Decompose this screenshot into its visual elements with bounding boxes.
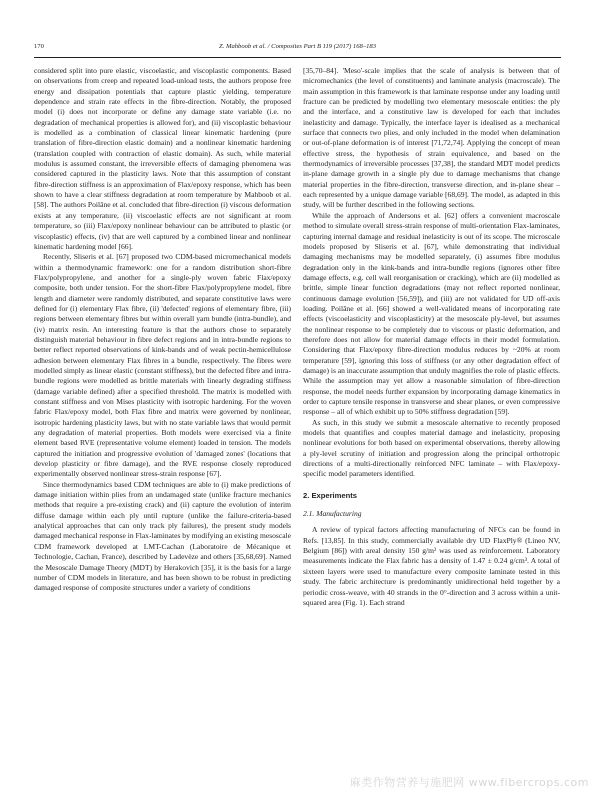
section-heading: 2. Experiments (303, 490, 358, 500)
watermark: 麻类作物营养与施肥网 www.fibercrops.com (349, 776, 589, 789)
page-number: 170 (34, 43, 44, 50)
page-header (34, 40, 561, 54)
paragraph: A review of typical factors affecting manufacturing of NFCs can be found in Refs. [13,85]. In this study, commercially available dry UD FlaxPly® (Lineo NV, Belgium [86]) with areal density 150 g/m² was used as reinforcement. Laboratory measurements indicate the Flax fabric has a density of 1.47 ± 0.24 g/cm³. A total of sixteen layers were used to manufacture every composite laminate tested in this study. The fabric architecture is predominantly unidirectional held together by a periodic cross-weave, with 40 strands in the 0°-direction and 3 across within a unit-squared area (Fig. 1). Each strand (303, 525, 560, 607)
paragraph: Since thermodynamics based CDM techniques are able to (i) make predictions of damage initiation within plies from an undamaged state (unlike fracture mechanics methods that require a pre-existing crack) and (ii) capture the evolution of interim diffuse damage within each ply until rupture (unlike the failure-criteria-based analytical approaches that can only track ply failures), the present study models damaged mechanical response in Flax-laminates by modifying an existing mesoscale CDM framework developed at LMT-Cachan (Laboratoire de Mécanique et Technologie, Cachan, France), described by Ladevèze and others [35,68,69]. Named the Mesoscale Damage Theory (MDT) by Herakovich [35], it is the basis for a large number of CDM models in literature, and has been shown to be robust in predicting damaged response of composite structures under a variety of conditions (34, 479, 291, 593)
left-column (34, 66, 291, 594)
subsection-heading: 2.1. Manufacturing (303, 509, 362, 519)
paragraph: As such, in this study we submit a mesoscale alternative to recently proposed models that quantifies and couples material damage and inelasticity, proposing nonlinear evolutions for both based on experimental observations, thereby allowing a ply-level scrutiny of initiation and progression along the principal orthotropic directions of a multi-directionally reinforced NFC laminate – with Flax/epoxy-specific model parameters identified. (303, 417, 560, 479)
paragraph: [35,70–84]. 'Meso'-scale implies that the scale of analysis is between that of micromechanics (the level of constituents) and laminate analysis (macroscale). The main assumption in this framework is that laminate response under any loading until fracture can be predicted by modelling two elementary mesoscale entities: the ply and the interface, and a constitutive law is developed for each that includes inelasticity and damage. Typically, the interface layer is idealised as a mechanical surface that connects two plies, and only included in the model when delamination or out-of-plane deformation is of interest [71,72,74]. Applying the concept of mean effective stress, the hypothesis of strain equivalence, and based on the thermodynamics of irreversible processes [37,38], the standard MDT model predicts in-plane damage growth in a single ply due to damage mechanisms that change material properties in the fibre-direction, transverse direction, and in-plane shear – each represented by a unique damage variable [68,69]. The model, as adapted in this study, will be further described in the following sections. (303, 66, 560, 210)
header-rule (34, 57, 561, 58)
paragraph: While the approach of Andersons et al. [62] offers a convenient macroscale method to simulate overall stress-strain response of multi-orientation Flax-laminates, capturing internal damage and residual inelasticity is out of its scope. The microscale models proposed by Sliseris et al. [67], while demonstrating that individual damaging mechanisms may be modelled separately, (i) assumes fibre modulus degradation only in the kink-bands and intra-bundle regions (ignores other fibre damage effects, e.g. cell wall reorganisation or cracking), which are (ii) modelled as brittle, simple linear function degradations (may not reflect reported nonlinear, continuous damage evolution [56,59]), and (iii) are not validated for UD off-axis loading. Poilâne et al. [66] showed a well-validated means of incorporating rate effects (viscoelasticity and viscoplasticity) at the mesoscale ply-level, but assumes the nonlinear response to be completely due to viscous or plastic deformation, and therefore does not allow for material damage effects in their model formulation. Considering that Flax/epoxy fibre-direction modulus reduces by ~20% at room temperature [59], ignoring this loss of stiffness (or any other degradation effect of damage) is an inaccurate assumption that unduly magnifies the role of plastic effects. While the assumption may yet allow a reasonable simulation of fibre-direction response, the model needs further expansion by incorporating damage kinematics in order to capture tensile response in transverse and shear planes, or even compressive response – all of which exhibit up to 50% stiffness degradation [59]. (303, 210, 561, 417)
paragraph: Recently, Sliseris et al. [67] proposed two CDM-based micromechanical models within a thermodynamic framework: one for a random distribution short-fibre Flax/polypropylene, and another for a single-ply woven fabric Flax/epoxy composite, both under tension. For the short-fibre Flax/polypropylene model, fibre length and diameter were randomly distributed, and separate constitutive laws were defined for (i) elementary Flax fibre, (ii) 'defected' regions of elementary fibre, (iii) regions between elementary fibres but within overall yarn bundle (intra-bundle), and (iv) matrix resin. An interesting feature is that the authors chose to separately distinguish material behaviour in fibre defect regions and in intra-bundle regions to better reflect reported observations of kink-bands and of weak pectin-hemicellulose adhesion between elementary Flax fibres in a bundle, respectively. The fibres were modelled simply as linear elastic (constant stiffness), but the defected fibre and intra-bundle regions were modelled as brittle materials with linearly degrading stiffness (damage variable defined) after a specified threshold. The matrix is modelled with constant stiffness and von Mises plasticity with isotropic hardening. For the woven fabric Flax/epoxy model, both Flax fibre and matrix were governed by nonlinear, isotropic hardening plasticity laws, but with no state variable laws that would permit any degradation of material properties. Both models were exercised via a finite element based RVE (representative volume element) loaded in tension. The models captured the initiation and progressive evolution of 'damaged zones' (locations that develop plasticity or fibre damage), and the RVE response closely reproduced experimentally observed nonlinear stress-strain response [67]. (34, 252, 291, 479)
running-title: Z. Mahboob et al. / Composites Part B 119 (2017) 168–183 (218, 43, 377, 50)
right-column (303, 66, 560, 608)
paragraph: considered split into pure elastic, viscoelastic, and viscoplastic components. Based on observations from creep and repeated load-unload tests, the authors propose free energy and dissipation potentials that capture plastic yielding, temperature dependence and strain rate effects in the fibre-direction. Notably, the proposed model (i) does not incorporate or define any damage state variable (i.e. no degradation of mechanical properties is allowed for), and (ii) viscoplastic behaviour is modelled as a combination of classical linear kinematic hardening (pure translation of fibre-direction elastic domain) and a nonlinear kinematic hardening (translation coupled with contraction of elastic domain). As such, while material modulus is assumed constant, the irreversible effects of damaging phenomena was considered captured in the plasticity laws. Note that this assumption of constant fibre-direction stiffness is an approximation of Flax/epoxy response, which has been shown to have a clear stiffness degradation at room temperature by Mahboob et al. [58]. The authors Poilâne et al. concluded that fibre-direction (i) viscous deformation exists at any temperature, (ii) viscoelastic effects are not significant at room temperature, so (iii) Flax/epoxy nonlinear behaviour can be attributed to plastic (or viscoplastic) effects, (iv) that are well captured by a combined linear and nonlinear kinematic hardening model [66]. (34, 66, 292, 251)
